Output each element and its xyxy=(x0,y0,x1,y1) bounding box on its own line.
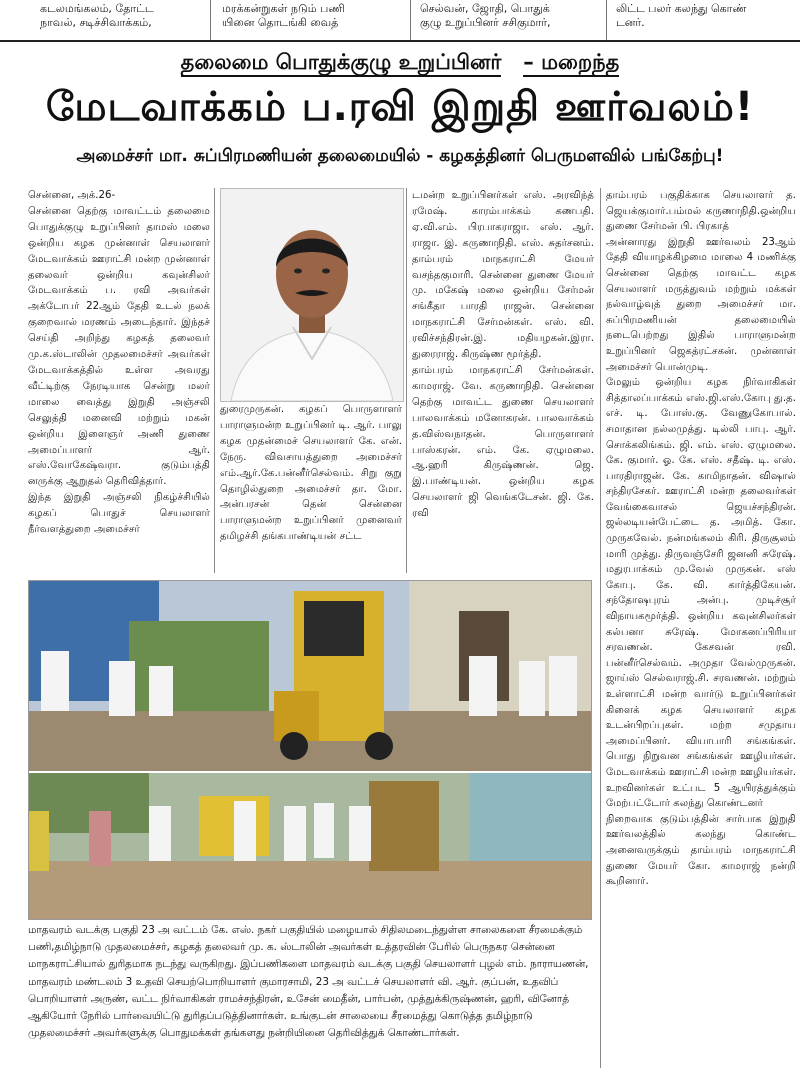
kicker-main: தலைமை பொதுக்குழு உறுப்பினர் xyxy=(181,50,502,77)
article-column-1: சென்னை, அக்.26- சென்னை தெற்கு மாவட்டம் தலைமை பொதுக்குழு உறுப்பினர் தாமஸ் மலை ஒன்றிய கழக முன்னாள் செயலாளர் மேடவாக்கம் ஊராட்சி மன்ற முன்னாள் தலைவர் ஒன்றிய கவுன்சிலர் மேடவாக்கம் ப. ரவி அவர்கள் அக்டோபர் 22ஆம் தேதி உடல் நலக் குறைவால் மரணம் அடைந்தார். இந்தச் செய்தி அறிந்து கழகத் தலைவர் மு.க.ஸ்டாலின் முதலமைச்சர் அவர்கள் மேடவாக்கத்தில் உள்ள அவரது வீட்டிற்கு நேரடியாக சென்று மலர் மாலை வைத்து இறுதி அஞ்சலி செலுத்தி மனைவி மற்றும் மகன் ஒன்றிய இளைஞர் அணி துணை அமைப்பாளர் ஆர். எஸ்.வோகேஷ்வரா. குடும்பத்தி னருக்கு ஆறுதல் தெரிவித்தார். இந்த இறுதி அஞ்சலி நிகழ்ச்சியில் கழகப் பொதுச் செயலாளர் நீர்வளத்துறை அமைச்சர் xyxy=(28,190,210,536)
previous-story-strip xyxy=(0,0,800,42)
portrait-image xyxy=(221,189,403,401)
strip-fragment-4: லிட்ட பலர் கலந்து கொண் டனர். xyxy=(616,2,747,29)
kicker-suffix: – மறைந்த xyxy=(523,50,619,77)
headline-block xyxy=(0,44,800,184)
article-column-2: துரைமுருகன். கழகப் பொருளாளர் பாராளுமன்ற உறுப்பினர் டி. ஆர். பாலு கழக முதன்மைச் செயலாளர் கே. என். நேரு. விவசாயத்துறை அமைச்சர் எம்.ஆர்.கே.பன்னீர்செல்வம். சிறு குறு தொழில்துறை அமைச்சர் தா. மோ. அன்பரசன் தென் சென்னை பாராளுமன்ற உறுப்பினர் முனைவர் தமிழச்சி தங்கபாண்டியன் சட்ட xyxy=(220,404,402,543)
kicker xyxy=(0,50,800,77)
strip-fragment-3: செல்வன், ஜோதி, பொதுக் குழு உறுப்பினர் சசிகுமார், xyxy=(420,2,551,29)
strip-fragment-1: கடலமங்கலம், தோட்ட நாவல், சடிச்சிவாக்கம், xyxy=(40,2,154,29)
article-column-4: தாம்பரம் பகுதிக்காக செயலாளர் த. ஜெயக்குமார்.பம்மல் கருணாநிதி.ஒன்றிய துணை சேர்மன் பி. பிரகாத் அன்னாரது இறுதி ஊர்வலம் 23ஆம் தேதி வியாழக்கிழமை மாலை 4 மணிக்கு சென்னை தெற்கு மாவட்ட கழக செயலாளர் மருத்துவம் மற்றும் மக்கள் நல்வாழ்வுத் துறை அமைச்சர் மா. சுப்பிரமணியன் தலைமையில் நடைபெற்றது இதில் பாராளுமன்ற உறுப்பினர் ஜெகத்ரட்சகன். முன்னாள் அமைச்சர் பொன்முடி. மேலும் ஒன்றிய கழக நிர்வாகிகள் சித்தாலப்பாக்கம் எஸ்.ஜி.எஸ்.கோபு து.த. எச். டி. போஸ்.கு. வேணுகோபால். சமாதான நல்லமுத்து. டில்லி பாபு. ஆர். சொக்கலிங்கம். ஜி. எம். எஸ். ஏழுமலை. கே. குமார். ஓ. கே. எஸ். சதீஷ். டி. எஸ். பாரதிராஜன். கே. காமிநாதன். விஷால் சந்திரசேகர். ஊராட்சி மன்ற தலைவர்கள் வேங்கைவாசல் ஜெயச்சந்திரன். ஜல்லடியன்பேட்டை த. அமித். கோ. முருகவேல். நன்மங்கலம் கிரி. திருசூலம் மாரி முத்து. திருவஞ்சேரி ஜனனி சுரேஷ். மதுரபாக்கம் மு.வேல் முருகன். எஸ் கோபு. கே. வி. கார்த்திகேயன். சந்தோஷபுரம் அன்பு. முடிச்சூர் விநாயகமூர்த்தி. ஒன்றிய கவுன்சிலர்கள் கல்பனா சுரேஷ். மோகனப்பிரியா சரவணன். கேசவன் ரவி. பன்னீர்செல்வம். அமுதா வேல்முருகன். ஜாய்ஸ் செல்வராஜ்.சி. சரவணன். மற்றும் உள்ளாட்சி மன்ற வார்டு உறுப்பினர்கள் கிளைக் கழக செயலாளர் கழக உடன்பிறப்புகள். மற்ற சமுதாய அமைப்பினர். வியாபாரி சங்கங்கள். பொது நிறுவன சங்கங்கள் ஊழியர்கள். மேடவாக்கம் ஊராட்சி மன்ற ஊழியர்கள். உறவினர்கள் உட்பட 5 ஆயிரத்துக்கும் மேற்பட்டோர் கலந்து கொண்டனர் நிறைவாக குடும்பத்தின் சார்பாக இறுதி ஊர்வலத்தில் கலந்து கொண்ட அனைவருக்கும் தாம்பரம் மாநகராட்சி துணை மேயர் கோ. காமராஜ் நன்றி கூறினார். xyxy=(606,190,796,888)
photo-caption: மாதவரம் வடக்கு பகுதி 23 அ வட்டம் கே. எஸ். நகர் பகுதியில் மழையால் சிதிலமடைந்துள்ள சாலைகளை சீரமைக்கும் பணி,தமிழ்நாடு முதலமைச்சர், கழகத் தலைவர் மு. க. ஸ்டாலின் அவர்கள் உத்தரவின் பேரில் பெருநகர சென்னை மாநகராட்சியால் துரிதமாக நடந்து வருகிறது. இப்பணிகளை மாதவரம் வடக்கு பகுதி செயலாளர் புழல் எம். நாராயணன், மாதவரம் மண்டலம் 3 உதவி செயற்பொறியாளர் குமாரசாமி, 23 அ வட்டச் செயலாளர் வி. ஆர். குப்பன், உதவிப் பொறியாளர் அருண், வட்ட நிர்வாகிகள் ராமச்சந்திரன், உசேன் மைதீன், பார்பன், முத்துக்கிருஷ்ணன், ஹரி, வினோத் ஆகியோர் நேரில் பார்வையிட்டு துரிதப்படுத்தினார்கள். உங்குடன் சாலையை சீரமைத்து கொடுத்த தமிழ்நாடு முதலமைச்சர் அவர்களுக்கு பொதுமக்கள் தங்களது நன்றியினை தெரிவித்துக் கொண்டார்கள். xyxy=(28,924,589,1040)
headline-deck: அமைச்சர் மா. சுப்பிரமணியன் தலைமையில் - கழகத்தினர் பெருமளவில் பங்கேற்பு! xyxy=(76,146,724,166)
page-title: மேடவாக்கம் ப.ரவி இறுதி ஊர்வலம்! xyxy=(45,84,755,130)
road-works-photo xyxy=(28,580,592,920)
strip-fragment-2: மரக்கன்றுகள் நடும் பணி யினை தொடங்கி வைத் xyxy=(222,2,345,29)
article-column-3: டமன்ற உறுப்பினர்கள் எஸ். அரவிந்த் ரமேஷ். காரம்பாக்கம் கணபதி. ஏ.வி.எம். பிரபாகராஜா. எஸ். ஆர். ராஜா. இ. கருணாநிதி. எஸ். சுதர்சனம். தாம்பரம் மாநகராட்சி மேயர் வசந்தகுமாரி. சென்னை துணை மேயர் மு. மகேஷ் மலை ஒன்றிய சேர்மன் சங்கீதா பாரதி ராஜன். சென்னை மாநகராட்சி சேர்மன்கள். எஸ். வி. ரவிச்சந்திரன்.இ. மதியழகன்.இரா. துரைராஜ். கிருஷ்ண மூர்த்தி. தாம்பரம் மாநகராட்சி சேர்மன்கள். காமராஜ். வே. கருணாநிதி. சென்னை தெற்கு மாவட்ட துணை செயலாளர் பாலவாக்கம் மனோகரன். பாலவாக்கம் த.விஸ்வநாதன். பொருளாளர் பாஸ்கரன். எம். கே. ஏழுமலை. ஆ.ஹரி கிருஷ்ணன். ஜெ. இ.பாண்டியன். ஒன்றிய கழக செயலாளர் ஜி வெங்கடேசன். ஜி. கே. ரவி xyxy=(412,190,594,520)
road-works-image xyxy=(29,581,591,919)
portrait-photo xyxy=(220,188,404,402)
